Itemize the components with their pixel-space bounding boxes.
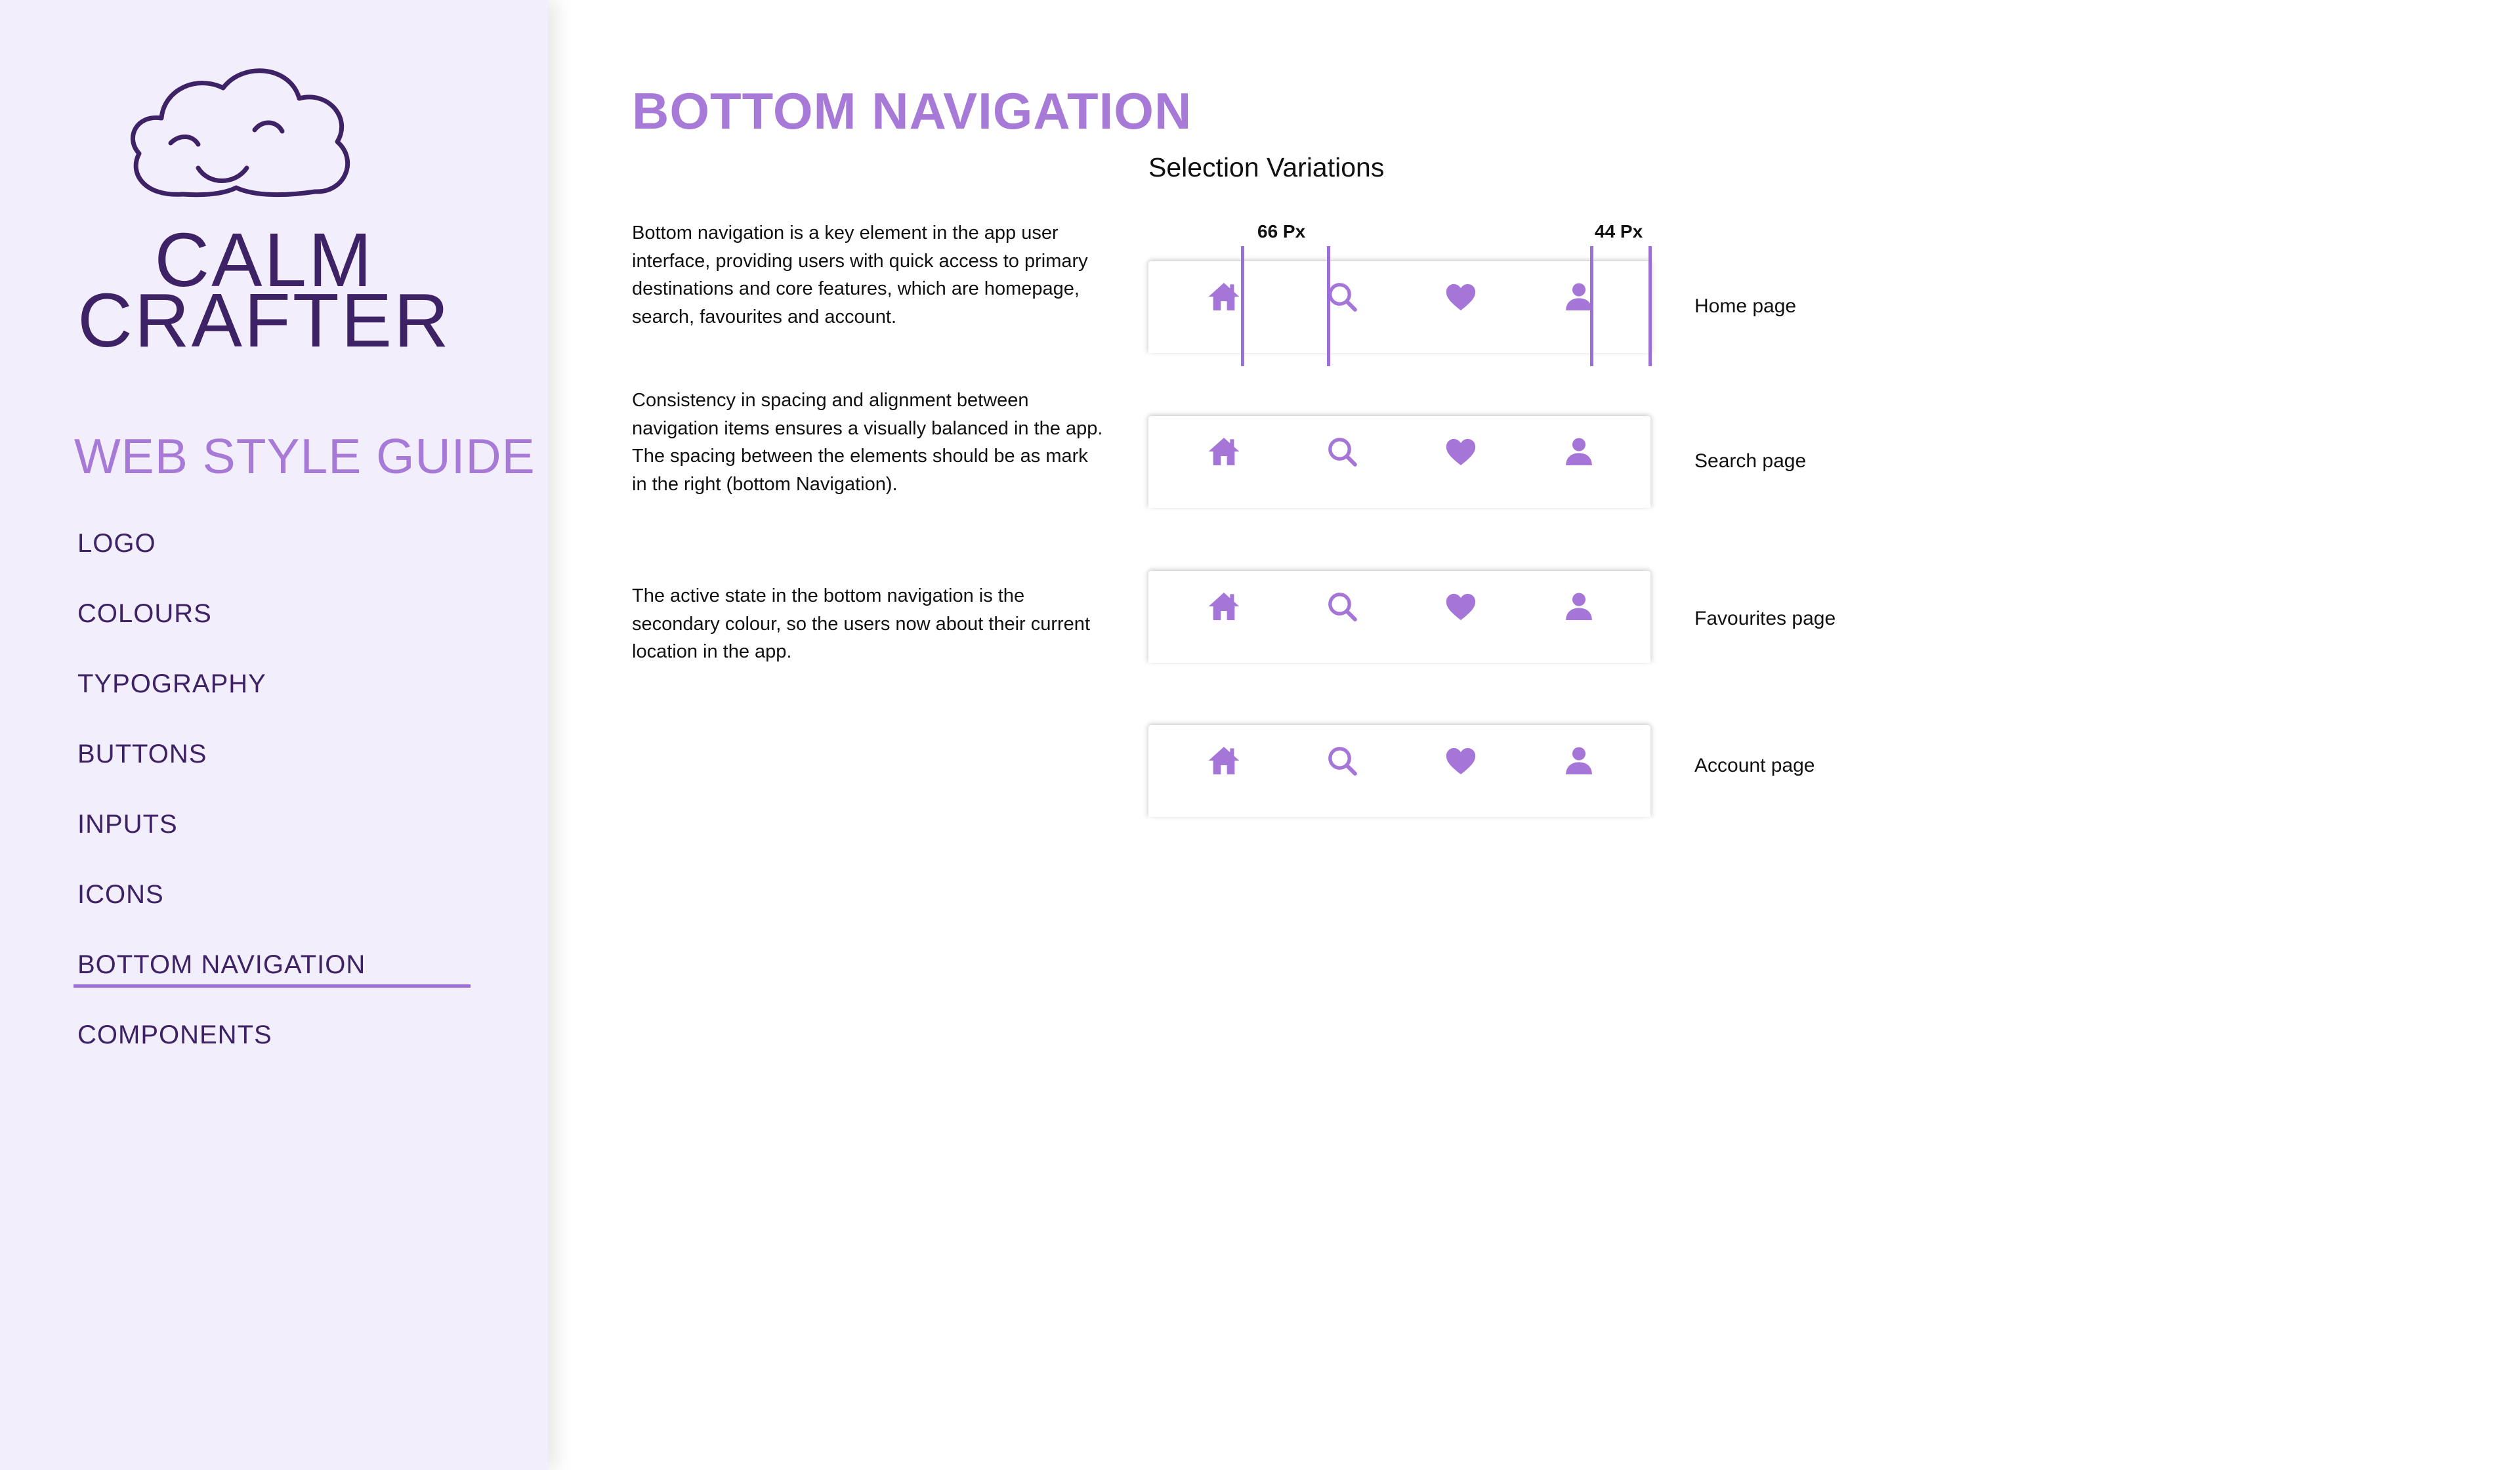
brand-name-line1: CALM <box>154 217 374 303</box>
user-icon[interactable] <box>1561 742 1597 779</box>
variation-label-account: Account page <box>1694 755 1815 776</box>
active-item-underline <box>74 984 471 988</box>
bottom-nav-variation-favourites <box>1148 571 1650 663</box>
spacing-guide-line <box>1590 246 1593 366</box>
spacing-guide-line <box>1241 246 1244 366</box>
home-icon[interactable] <box>1206 588 1242 625</box>
sidebar-item-colours[interactable]: COLOURS <box>77 599 212 628</box>
style-guide-title: WEB STYLE GUIDE <box>74 429 536 484</box>
search-icon[interactable] <box>1324 742 1360 779</box>
spacing-label-66px: 66 Px <box>1257 221 1306 242</box>
heart-icon[interactable] <box>1442 433 1479 470</box>
bottom-nav-variation-home <box>1148 261 1650 353</box>
sidebar <box>0 0 548 1470</box>
bottom-nav-variation-search <box>1148 416 1650 508</box>
description-paragraph-2: Consistency in spacing and alignment between navigation items ensures a visually balanced in the app. The spacing between the elements should be as mark in the right (bottom Navigation). <box>632 390 1103 495</box>
spacing-guide-line <box>1648 246 1652 366</box>
heart-icon[interactable] <box>1442 278 1479 315</box>
user-icon[interactable] <box>1561 433 1597 470</box>
sidebar-item-bottom-navigation[interactable]: BOTTOM NAVIGATION <box>77 950 366 979</box>
sidebar-item-inputs[interactable]: INPUTS <box>77 810 178 839</box>
variation-label-home: Home page <box>1694 295 1797 317</box>
bottom-nav-variation-account <box>1148 725 1650 817</box>
heart-icon[interactable] <box>1442 742 1479 779</box>
user-icon[interactable] <box>1561 588 1597 625</box>
spacing-guide-line <box>1327 246 1330 366</box>
description-paragraph-3: The active state in the bottom navigation is the secondary colour, so the users now about their current location in the app. <box>632 585 1090 662</box>
spacing-label-44px: 44 Px <box>1595 221 1643 242</box>
description-paragraph-1: Bottom navigation is a key element in the app user interface, providing users with quick access to primary destinations and core features, which are homepage, search, favourites and account. <box>632 222 1088 327</box>
page-title: BOTTOM NAVIGATION <box>632 82 1192 140</box>
home-icon[interactable] <box>1206 742 1242 779</box>
sidebar-item-icons[interactable]: ICONS <box>77 880 164 909</box>
home-icon[interactable] <box>1206 278 1242 315</box>
variation-label-favourites: Favourites page <box>1694 608 1836 629</box>
heart-icon[interactable] <box>1442 588 1479 625</box>
sidebar-item-buttons[interactable]: BUTTONS <box>77 740 207 768</box>
brand-name-line2: CRAFTER <box>77 278 451 363</box>
variation-label-search: Search page <box>1694 450 1807 472</box>
home-icon[interactable] <box>1206 433 1242 470</box>
search-icon[interactable] <box>1324 433 1360 470</box>
sidebar-item-components[interactable]: COMPONENTS <box>77 1020 272 1049</box>
cloud-smile-icon <box>98 56 374 207</box>
sidebar-item-logo[interactable]: LOGO <box>77 529 156 558</box>
search-icon[interactable] <box>1324 588 1360 625</box>
sidebar-item-typography[interactable]: TYPOGRAPHY <box>77 669 266 698</box>
section-title: Selection Variations <box>1148 152 1385 182</box>
